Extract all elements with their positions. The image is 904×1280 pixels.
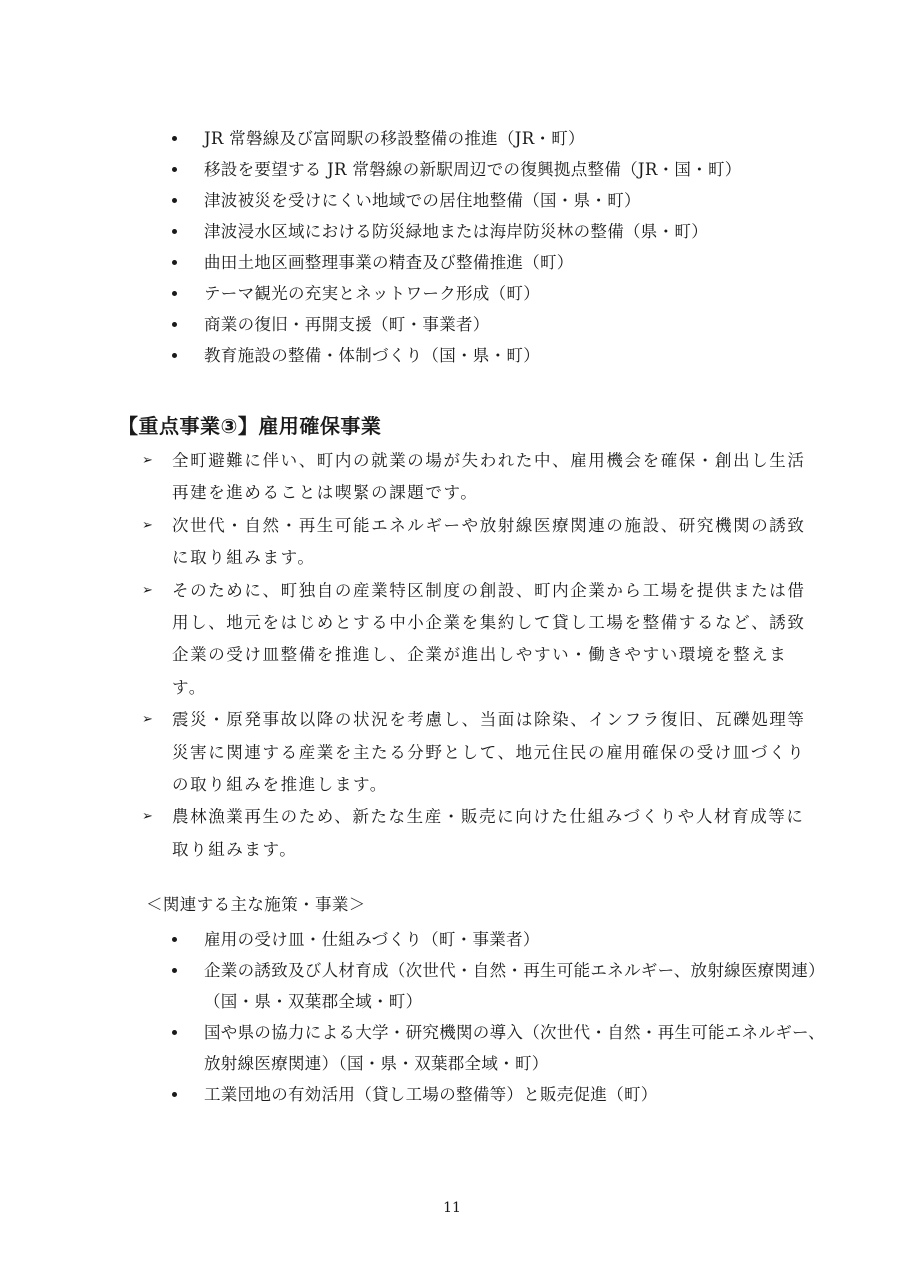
- list-item-text: 商業の復旧・再開支援（町・事業者）: [204, 315, 490, 334]
- list-item-text: 移設を要望する JR 常磐線の新駅周辺での復興拠点整備（JR・国・町）: [204, 160, 742, 179]
- bullet-dot-icon: [172, 937, 177, 942]
- arrow-bullet-icon: ➢: [142, 453, 155, 468]
- arrow-bullet-list: [140, 445, 810, 866]
- list-item: [140, 510, 810, 575]
- bullet-dot-icon: [172, 167, 177, 172]
- arrow-bullet-icon: ➢: [142, 712, 155, 728]
- bullet-dot-icon: [172, 322, 177, 327]
- list-item: [172, 278, 832, 309]
- top-bullet-list: [172, 123, 832, 371]
- bullet-dot-icon: [172, 968, 177, 973]
- list-item: [172, 154, 832, 185]
- page-number: 11: [443, 1200, 461, 1216]
- list-item: [172, 247, 832, 278]
- list-item-text: 工業団地の有効活用（貸し工場の整備等）と販売促進（町）: [204, 1085, 658, 1104]
- bullet-dot-icon: [172, 198, 177, 203]
- bullet-dot-icon: [172, 260, 177, 265]
- list-item-text: JR 常磐線及び富岡駅の移設整備の推進（JR・町）: [204, 129, 585, 148]
- bullet-dot-icon: [172, 353, 177, 358]
- list-item: [140, 445, 810, 510]
- list-item: [172, 340, 832, 371]
- bullet-dot-icon: [172, 291, 177, 296]
- list-item-text: 全町避難に伴い、町内の就業の場が失われた中、雇用機会を確保・創出し生活再建を進めることは喫緊の課題です。: [172, 451, 806, 503]
- list-item-text: 国や県の協力による大学・研究機関の導入（次世代・自然・再生可能エネルギー、放射線医療関連）（国・県・双葉郡全域・町）: [204, 1023, 825, 1073]
- arrow-bullet-icon: ➢: [142, 517, 155, 533]
- list-item: [172, 309, 832, 340]
- arrow-bullet-icon: ➢: [142, 582, 155, 598]
- list-item-text: 津波被災を受けにくい地域での居住地整備（国・県・町）: [204, 191, 641, 210]
- bullet-dot-icon: [172, 229, 177, 234]
- list-item: [140, 575, 810, 705]
- list-item: [172, 216, 832, 247]
- list-item: [172, 185, 832, 216]
- list-item: [140, 704, 810, 801]
- bullet-dot-icon: [172, 1092, 177, 1097]
- list-item-text: 曲田土地区画整理事業の精査及び整備推進（町）: [204, 253, 574, 272]
- related-bullet-list: [172, 924, 832, 1110]
- bullet-dot-icon: [172, 136, 177, 141]
- list-item-text: 次世代・自然・再生可能エネルギーや放射線医療関連の施設、研究機関の誘致に取り組みます。: [172, 515, 806, 568]
- list-item: [172, 924, 832, 955]
- list-item-text: そのために、町独自の産業特区制度の創設、町内企業から工場を提供または借用し、地元をはじめとする中小企業を集約して貸し工場を整備するなど、誘致企業の受け皿整備を推進し、企業が進出しやすい・働きやすい環境を整えます。: [172, 580, 806, 697]
- list-item: [172, 1079, 832, 1110]
- bullet-dot-icon: [172, 1030, 177, 1035]
- list-item: [140, 801, 810, 866]
- list-item: [172, 955, 832, 1017]
- arrow-bullet-icon: ➢: [142, 809, 155, 825]
- list-item: [172, 123, 832, 154]
- list-item-text: 津波浸水区域における防災緑地または海岸防災林の整備（県・町）: [204, 222, 708, 241]
- list-item-text: 雇用の受け皿・仕組みづくり（町・事業者）: [204, 930, 540, 949]
- related-measures-label: ＜関連する主な施策・事業＞: [146, 895, 366, 914]
- list-item-text: 震災・原発事故以降の状況を考慮し、当面は除染、インフラ復旧、瓦礫処理等災害に関連する産業を主たる分野として、地元住民の雇用確保の受け皿づくりの取り組みを推進します。: [172, 710, 806, 795]
- list-item: [172, 1017, 832, 1079]
- list-item-text: 教育施設の整備・体制づくり（国・県・町）: [204, 346, 540, 365]
- section-heading: 【重点事業③】雇用確保事業: [118, 414, 382, 438]
- list-item-text: テーマ観光の充実とネットワーク形成（町）: [204, 284, 540, 303]
- list-item-text: 農林漁業再生のため、新たな生産・販売に向けた仕組みづくりや人材育成等に取り組みます。: [172, 807, 805, 859]
- list-item-text: 企業の誘致及び人材育成（次世代・自然・再生可能エネルギー、放射線医療関連）（国・県・双葉郡全域・町）: [204, 961, 825, 1011]
